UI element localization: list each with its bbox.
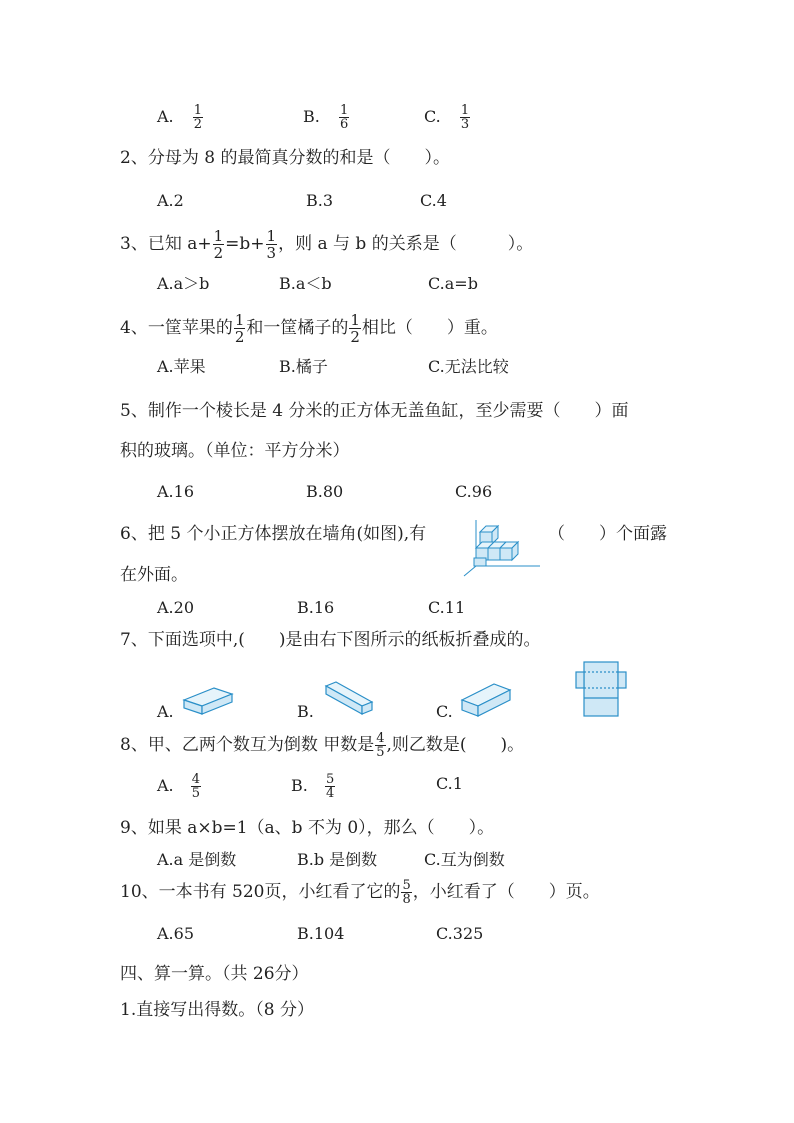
fraction: $\frac{1}{2}$ (193, 103, 203, 132)
section-4-title: 四、算一算。（共 26分） (120, 964, 309, 984)
q8-option-a[interactable] (157, 773, 202, 800)
box-option-c-figure (460, 680, 512, 718)
option-label: A. (157, 107, 174, 126)
corner-cubes-figure (462, 518, 546, 578)
question-5-line-2: 积的玻璃。（单位：平方分米） (120, 441, 350, 461)
q9-option-b[interactable]: B.b 是倒数 (297, 850, 378, 869)
q4-option-b[interactable]: B.橘子 (279, 357, 328, 376)
question-6-line-1a: 6、把 5 个小正方体摆放在墙角(如图),有 (120, 524, 427, 544)
q4-option-c[interactable]: C.无法比较 (428, 357, 509, 376)
question-8: 8、甲、乙两个数互为倒数 甲数是 $\frac{4}{5}$ ,则乙数是( )。 (120, 731, 525, 760)
fraction: $\frac{1}{3}$ (266, 227, 277, 262)
box-net-figure (574, 660, 628, 718)
q1-option-c[interactable] (424, 104, 471, 131)
q10-option-c[interactable]: C.325 (436, 924, 484, 943)
q7-option-c[interactable]: C. (436, 702, 453, 721)
q1-option-a[interactable] (157, 104, 204, 131)
fraction: $\frac{1}{2}$ (234, 311, 245, 346)
box-option-a-figure (182, 680, 234, 716)
question-9: 9、如果 a×b=1（a、b 不为 0），那么（ ）。 (120, 818, 495, 838)
q2-option-a[interactable]: A.2 (157, 191, 184, 210)
q10-option-b[interactable]: B.104 (297, 924, 345, 943)
q5-option-b[interactable]: B.80 (306, 482, 344, 501)
fraction: $\frac{4}{5}$ (191, 772, 201, 801)
fraction: $\frac{4}{5}$ (376, 731, 385, 760)
fraction: $\frac{1}{2}$ (350, 311, 360, 346)
q6-option-a[interactable]: A.20 (157, 598, 194, 617)
question-10: 10、一本书有 520页，小红看了它的 $\frac{5}{8}$ ，小红看了（ ）页。 (120, 878, 600, 907)
question-6-line-1b: （ ）个面露 (548, 524, 667, 544)
q8-option-c[interactable]: C.1 (436, 774, 463, 793)
q3-option-c[interactable]: C.a=b (428, 274, 478, 293)
question-7: 7、下面选项中,( )是由右下图所示的纸板折叠成的。 (120, 630, 541, 650)
option-label: A. (157, 776, 174, 795)
q9-option-a[interactable]: A.a 是倒数 (157, 850, 237, 869)
q5-option-a[interactable]: A.16 (157, 482, 194, 501)
fraction: $\frac{5}{4}$ (325, 772, 335, 801)
q8-option-b[interactable] (291, 773, 336, 800)
question-5-line-1: 5、制作一个棱长是 4 分米的正方体无盖鱼缸，至少需要（ ）面 (120, 401, 629, 421)
question-2: 2、分母为 8 的最简真分数的和是（ ）。 (120, 148, 450, 168)
q7-option-b[interactable]: B. (297, 702, 314, 721)
q1-option-b[interactable] (303, 104, 350, 131)
fraction: $\frac{1}{6}$ (339, 103, 349, 132)
q7-option-a[interactable]: A. (157, 702, 174, 721)
q9-option-c[interactable]: C.互为倒数 (424, 850, 505, 869)
question-4: 4、一筐苹果的 $\frac{1}{2}$ 和一筐橘子的 $\frac{1}{2}$ 相比（ ）重。 (120, 311, 498, 346)
section-4-subtitle: 1.直接写出得数。（8 分） (120, 1000, 314, 1020)
q10-option-a[interactable]: A.65 (157, 924, 194, 943)
q4-option-a[interactable]: A.苹果 (157, 357, 206, 376)
fraction: $\frac{1}{2}$ (213, 227, 224, 262)
q6-option-c[interactable]: C.11 (428, 598, 466, 617)
option-label: C. (424, 107, 441, 126)
q2-option-c[interactable]: C.4 (420, 191, 447, 210)
q2-option-b[interactable]: B.3 (306, 191, 334, 210)
q3-option-b[interactable]: B.a＜b (279, 274, 332, 293)
option-label: B. (303, 107, 320, 126)
q6-option-b[interactable]: B.16 (297, 598, 335, 617)
fraction: $\frac{1}{3}$ (460, 103, 470, 132)
option-label: B. (291, 776, 308, 795)
question-6-line-2: 在外面。 (120, 565, 188, 585)
q3-option-a[interactable]: A.a＞b (157, 274, 210, 293)
question-3: 3、已知 a+ $\frac{1}{2}$ =b+ $\frac{1}{3}$ ，则 a 与 b 的关系是（ ）。 (120, 227, 534, 262)
q5-option-c[interactable]: C.96 (455, 482, 493, 501)
box-option-b-figure (322, 680, 374, 718)
fraction: $\frac{5}{8}$ (402, 878, 411, 907)
